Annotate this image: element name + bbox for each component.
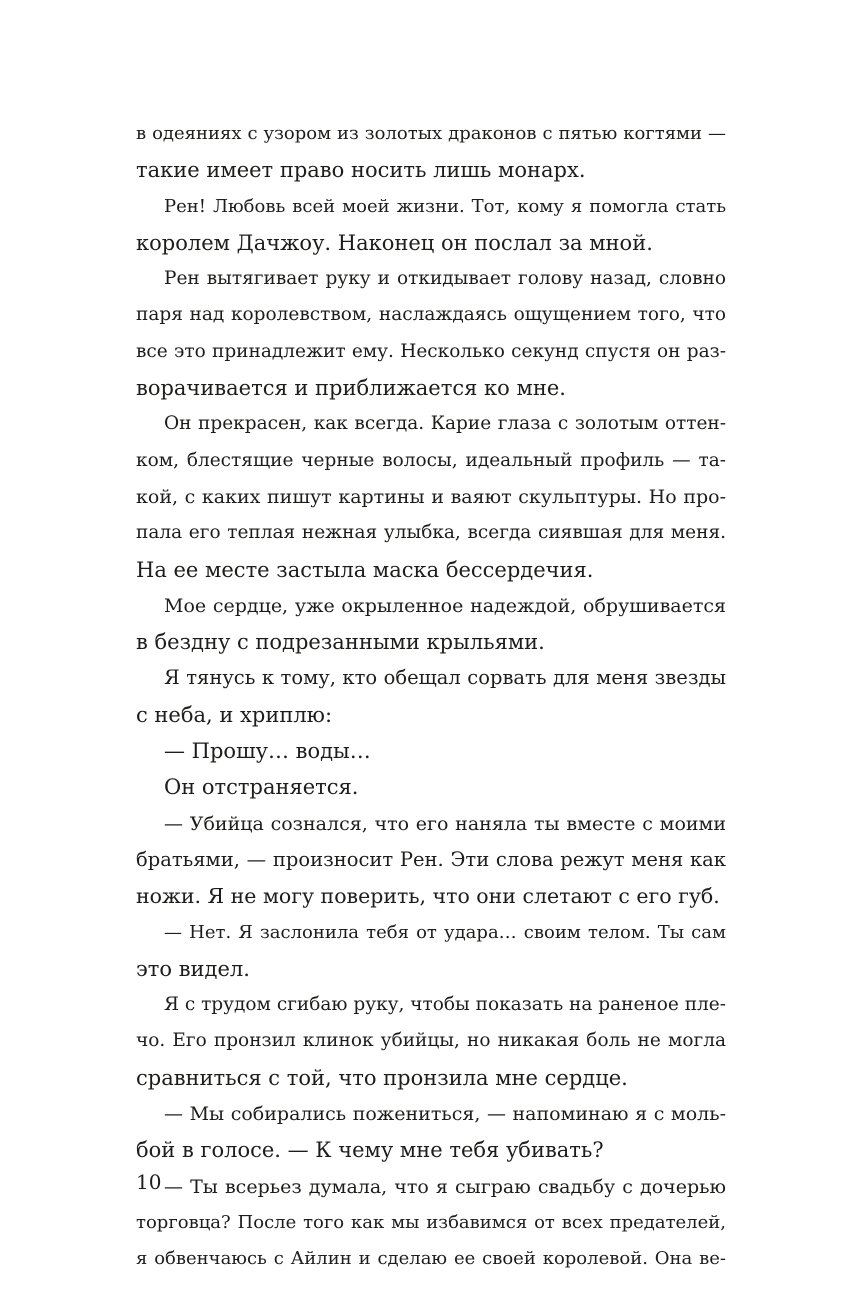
text-line: Я с трудом сгибаю руку, чтобы показать на раненое пле- (164, 994, 726, 1016)
text-line: в бездну с подрезанными крыльями. (136, 630, 545, 655)
text-line: чо. Его пронзил клинок убийцы, но никакая боль не могла (136, 1030, 726, 1052)
text-line: пала его теплая нежная улыбка, всегда сиявшая для меня. (136, 522, 726, 544)
text-line: бой в голосе. — К чему мне тебя убивать? (136, 1138, 604, 1163)
text-line: Он отстраняется. (164, 775, 359, 800)
text-line: Я тянусь к тому, кто обещал сорвать для меня звезды (164, 666, 726, 690)
text-line: это видел. (136, 956, 250, 981)
text-line: я обвенчаюсь с Айлин и сделаю ее своей королевой. Она ве- (136, 1248, 726, 1270)
text-line: ком, блестящие черные волосы, идеальный профиль — та- (136, 449, 726, 471)
text-line: королем Дачжоу. Наконец он послал за мной. (136, 230, 653, 255)
text-line: все это принадлежит ему. Несколько секунд спустя он раз- (136, 340, 726, 362)
text-line: с неба, и хриплю: (136, 702, 333, 727)
text-line: Рен вытягивает руку и откидывает голову назад, словно (164, 268, 726, 290)
text-line: — Убийца сознался, что его наняла ты вместе с моими (164, 812, 726, 835)
text-line: — Нет. Я заслонила тебя от удара… своим телом. Ты сам (164, 921, 726, 943)
text-line: Он прекрасен, как всегда. Карие глаза с золотым оттен- (164, 413, 726, 435)
text-line: сравниться с той, что пронзила мне сердце. (136, 1065, 628, 1090)
text-line: На ее месте застыла маска бессердечия. (136, 557, 594, 582)
text-line: Мое сердце, уже окрыленное надеждой, обрушивается (164, 594, 726, 617)
text-line: такие имеет право носить лишь монарх. (136, 158, 586, 183)
text-line: в одеяниях с узором из золотых драконов с пятью когтями — (136, 123, 726, 144)
text-line: торговца? После того как мы избавимся от всех предателей, (136, 1211, 726, 1233)
text-line: Рен! Любовь всей моей жизни. Тот, кому я помогла стать (164, 195, 726, 217)
page-number: 10 (136, 1170, 162, 1194)
text-line: ножи. Я не могу поверить, что они слетают с его губ. (136, 884, 720, 909)
text-line: — Мы собирались пожениться, — напоминаю я с моль- (164, 1103, 726, 1126)
body-text (136, 116, 726, 1278)
text-line: паря над королевством, наслаждаясь ощущением того, что (136, 304, 726, 326)
text-line: — Прошу… воды… (164, 739, 371, 764)
text-line: — Ты всерьез думала, что я сыграю свадьбу с дочерью (164, 1175, 726, 1198)
text-line: кой, с каких пишут картины и ваяют скульптуры. Но про- (136, 485, 726, 508)
text-line: ворачивается и приближается ко мне. (136, 376, 566, 401)
text-line: братьями, — произносит Рен. Эти слова режут меня как (136, 847, 726, 871)
